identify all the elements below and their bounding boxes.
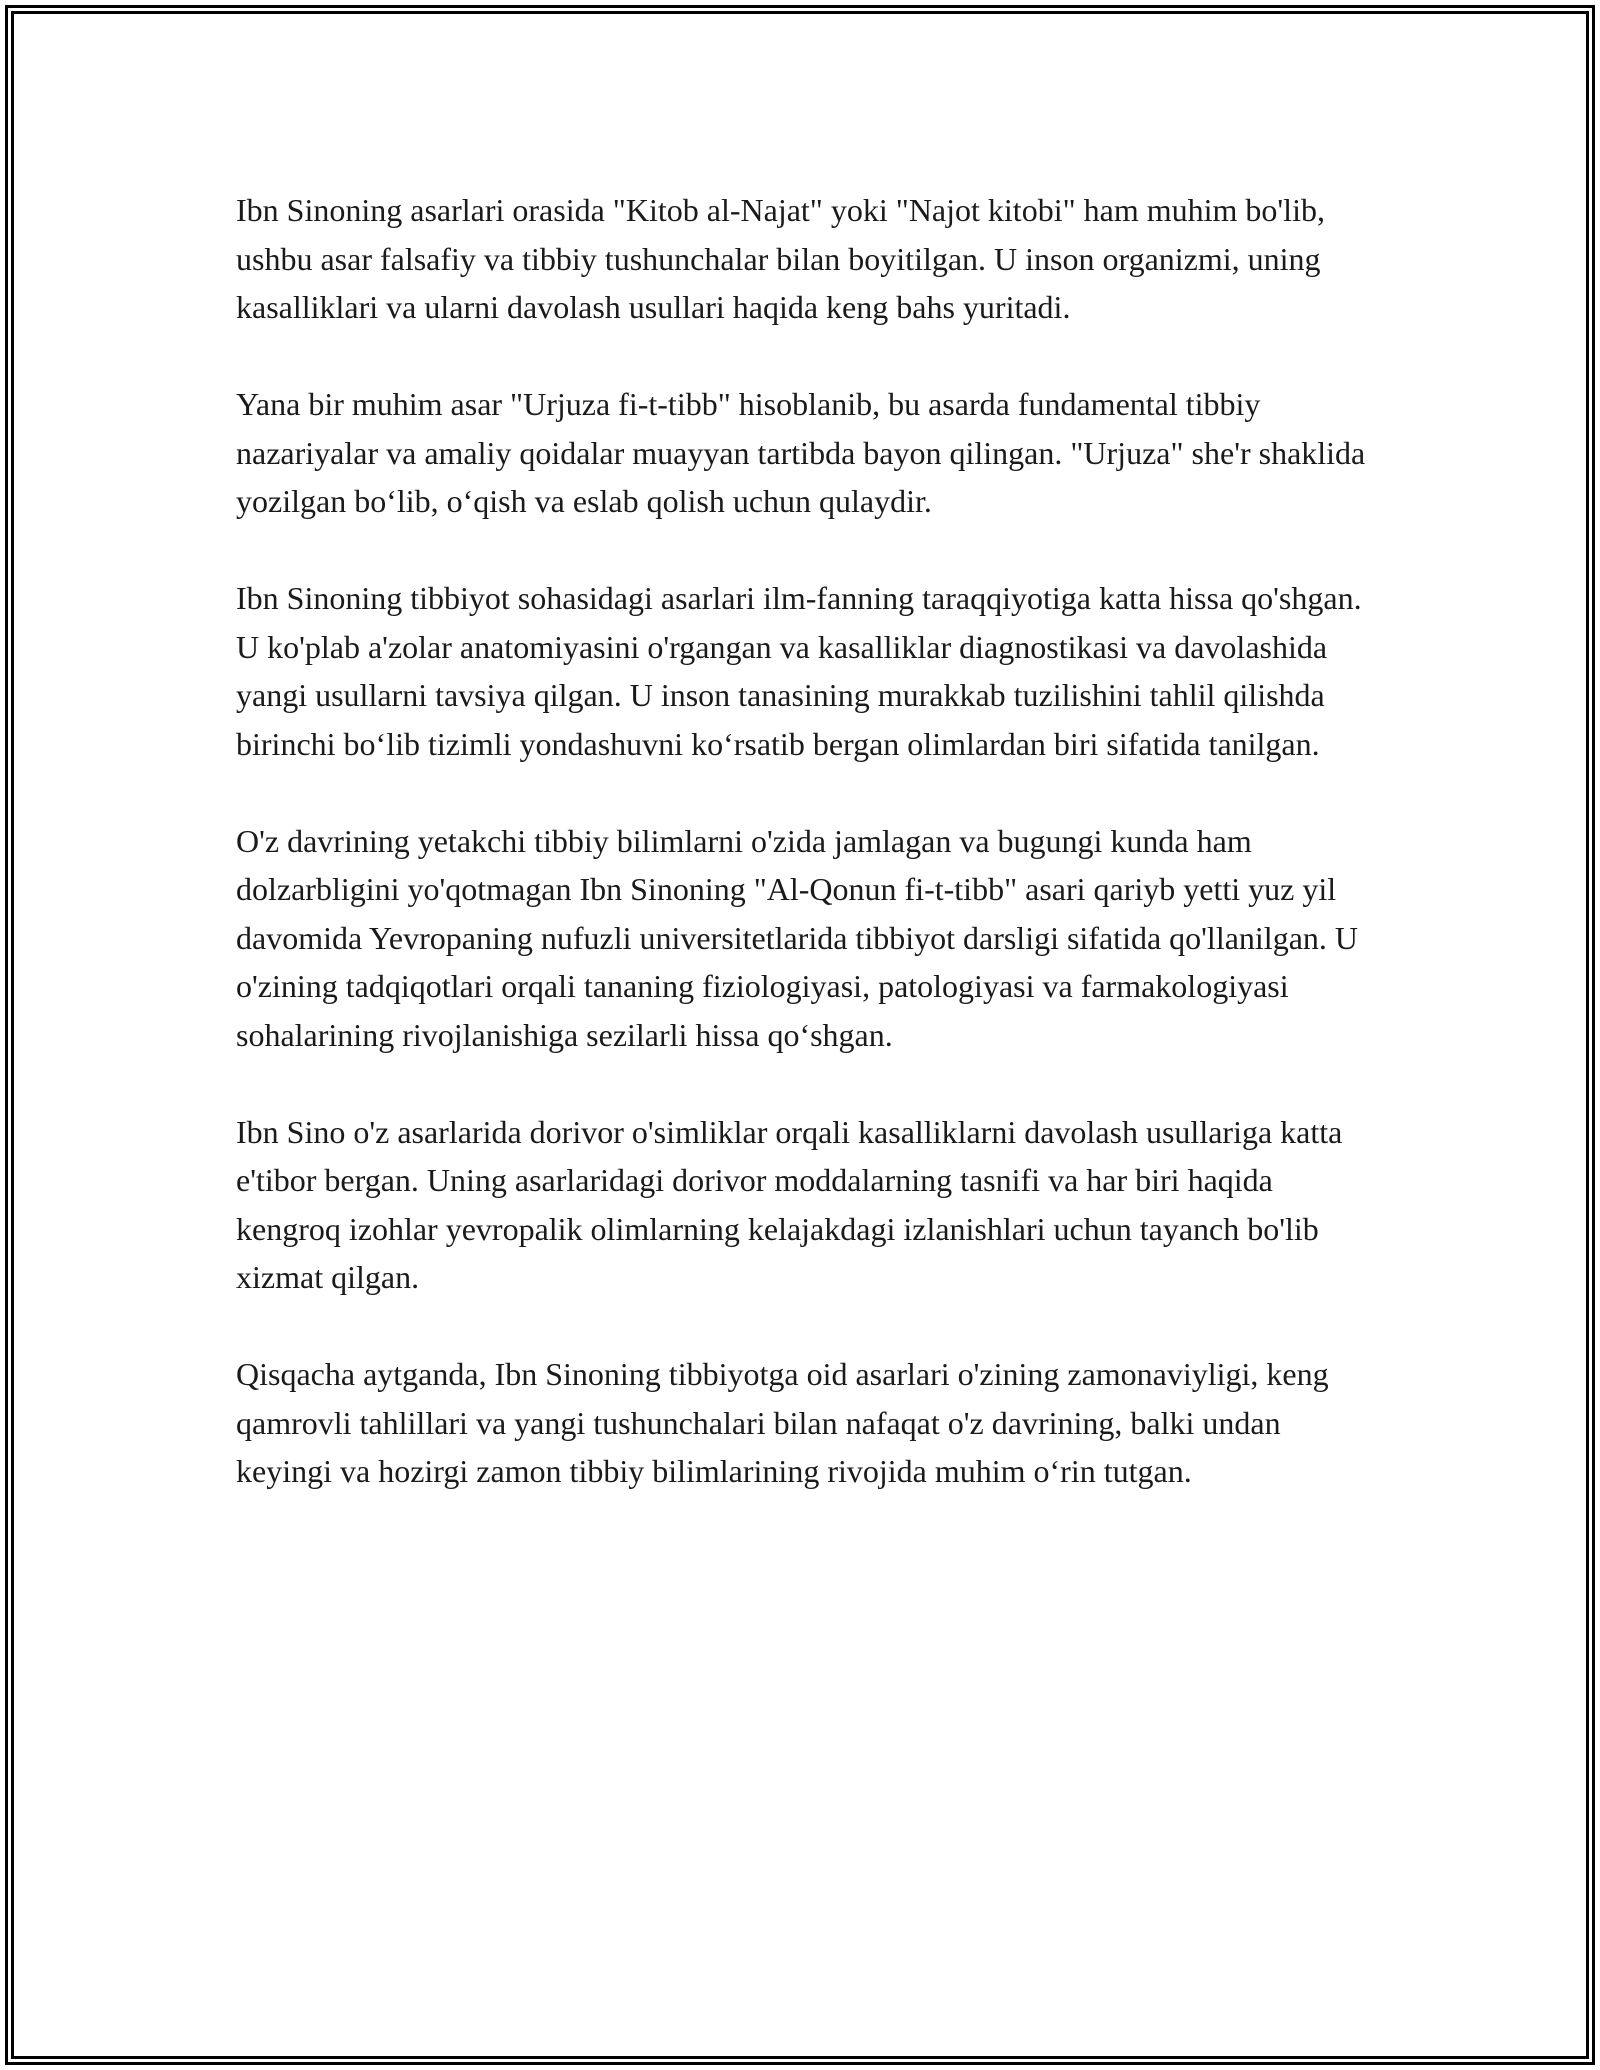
paragraph-xulosa: Qisqacha aytganda, Ibn Sinoning tibbiyotga oid asarlari o'zining zamonaviyligi, keng qamrovli tahlillari va yangi tushunchalari bilan nafaqat o'z davrining, balki undan keyingi va hozirgi zamon tibbiy bilimlarining rivojida muhim o‘rin tutgan. xyxy=(236,1356,1329,1489)
paragraph-dorivor-osimliklar: Ibn Sino o'z asarlarida dorivor o'simliklar orqali kasalliklarni davolash usullariga katta e'tibor bergan. Uning asarlaridagi dorivor moddalarning tasnifi va har biri haqida kengroq izohlar yevropalik olimlarning kelajakdagi izlanishlari uchun tayanch bo'lib xizmat qilgan. xyxy=(236,1113,1343,1295)
document-body xyxy=(236,186,1366,1544)
paragraph-urjuza: Yana bir muhim asar "Urjuza fi-t-tibb" hisoblanib, bu asarda fundamental tibbiy nazariyalar va amaliy qoidalar muayyan tartibda bayon qilingan. "Urjuza" she'r shaklida yozilgan bo‘lib, o‘qish va eslab qolish uchun qulaydir. xyxy=(236,386,1366,519)
paragraph-al-qonun: O'z davrining yetakchi tibbiy bilimlarni o'zida jamlagan va bugungi kunda ham dolzarbligini yo'qotmagan Ibn Sinoning "Al-Qonun fi-t-tibb" asari qariyb yetti yuz yil davomida Yevropaning nufuzli universitetlarida tibbiyot darsligi sifatida qo'llanilgan. U o'zining tadqiqotlari orqali tananing fiziologiyasi, patologiyasi va farmakologiyasi sohalarining rivojlanishiga sezilarli hissa qo‘shgan. xyxy=(236,822,1358,1053)
paragraph-tibbiyot-sohasi: Ibn Sinoning tibbiyot sohasidagi asarlari ilm-fanning taraqqiyotiga katta hissa qo'shgan. U ko'plab a'zolar anatomiyasini o'rgangan va kasalliklar diagnostikasi va davolashida yangi usullarni tavsiya qilgan. U inson tanasining murakkab tuzilishini tahlil qilishda birinchi bo‘lib tizimli yondashuvni ko‘rsatib bergan olimlardan biri sifatida tanilgan. xyxy=(236,580,1362,762)
paragraph-kitob-al-najat: Ibn Sinoning asarlari orasida "Kitob al-Najat" yoki "Najot kitobi" ham muhim bo'lib, ushbu asar falsafiy va tibbiy tushunchalar bilan boyitilgan. U inson organizmi, uning kasalliklari va ularni davolash usullari haqida keng bahs yuritadi. xyxy=(236,192,1325,325)
